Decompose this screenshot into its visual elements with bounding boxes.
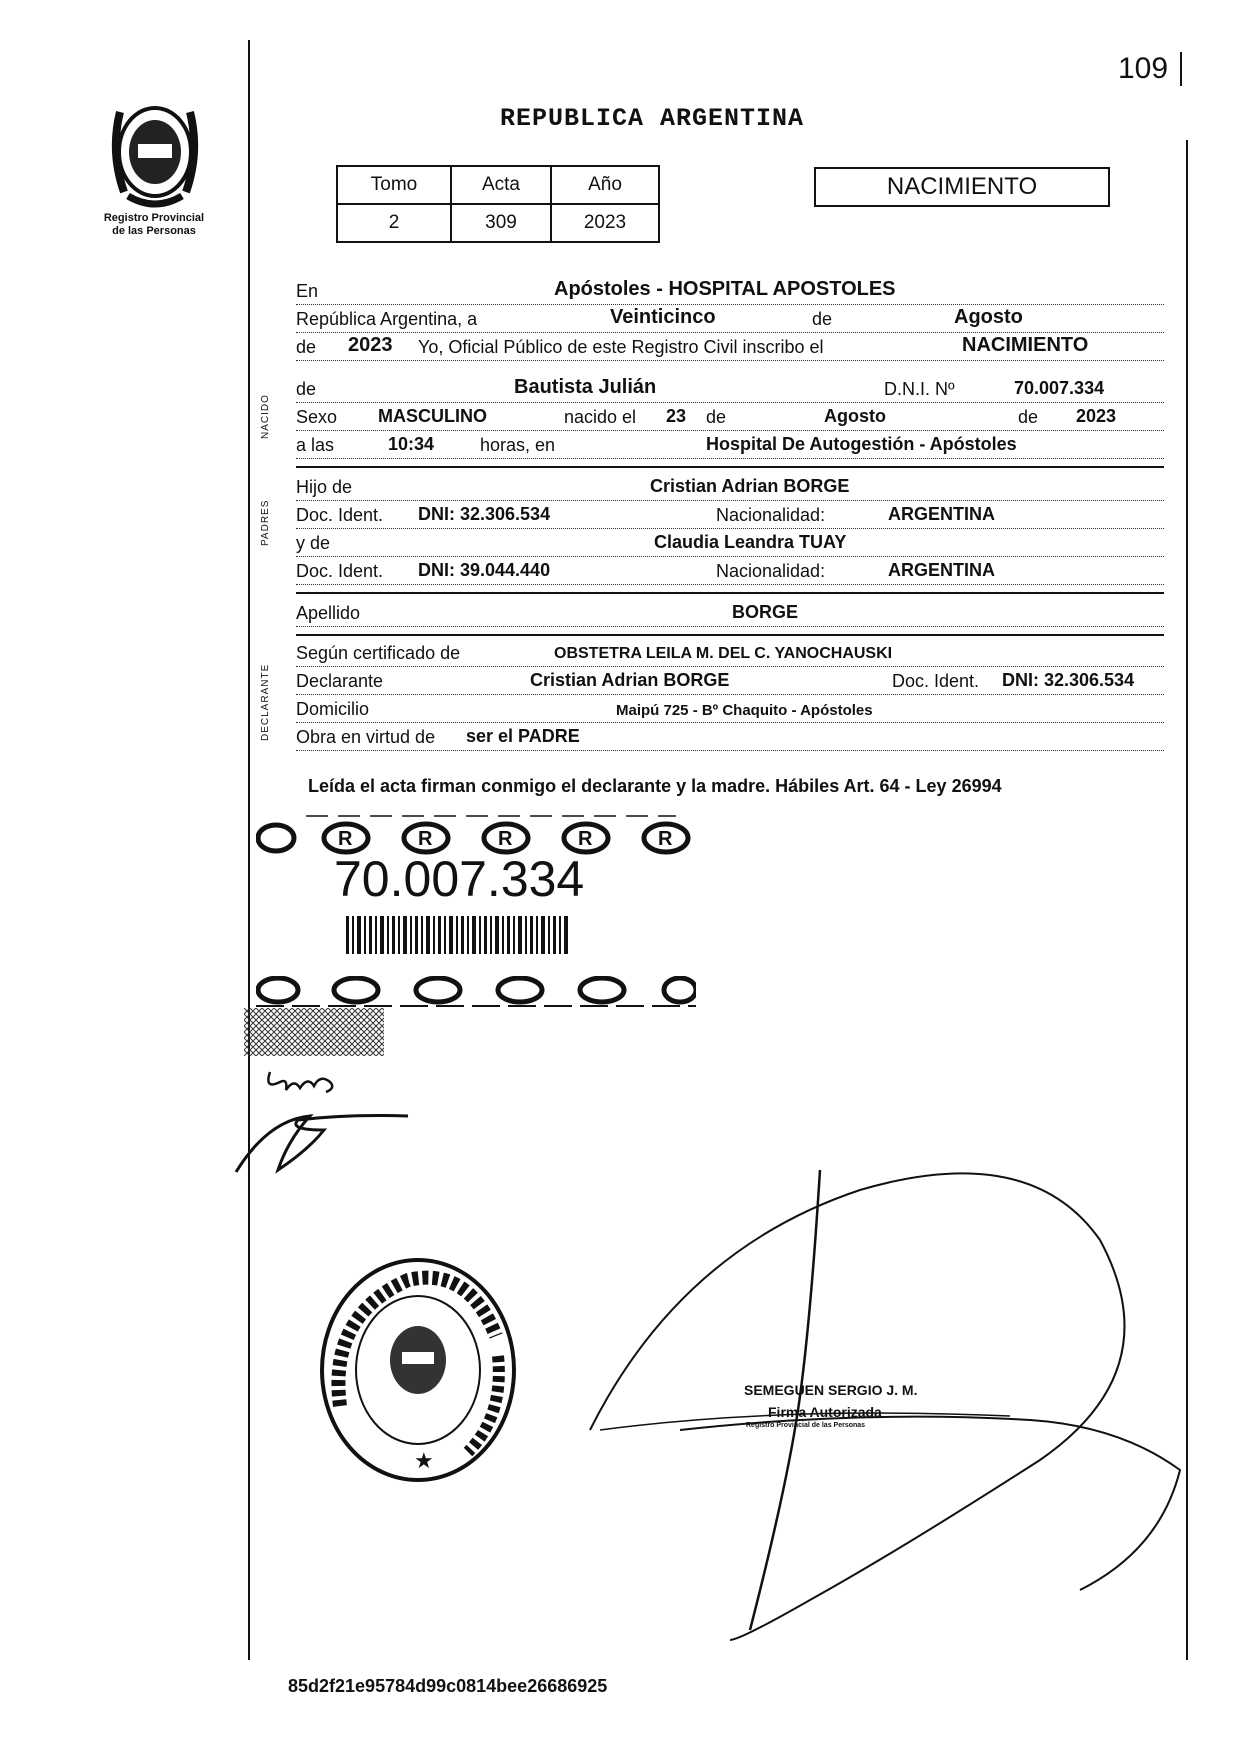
father-doc-row xyxy=(296,500,1164,529)
sexo-value: MASCULINO xyxy=(378,406,487,426)
header-acta: Acta xyxy=(451,166,551,204)
record-table xyxy=(336,165,660,243)
signer-name: SEMEGUEN SERGIO J. M. xyxy=(744,1382,918,1398)
registry-logo xyxy=(100,92,210,210)
en-label: En xyxy=(296,281,321,302)
doc-label: Doc. Ident. xyxy=(296,561,386,582)
obra-label: Obra en virtud de xyxy=(296,727,438,748)
svg-text:R: R xyxy=(498,828,513,850)
logo-caption: Registro Provincial de las Personas xyxy=(103,212,205,237)
de-label-3: de xyxy=(1018,407,1041,428)
horas-en-label: horas, en xyxy=(480,435,558,456)
padres-side-label: PADRES xyxy=(260,499,271,547)
segun-label: Según certificado de xyxy=(296,643,463,664)
mother-doc-row xyxy=(296,556,1164,585)
apellido-label: Apellido xyxy=(296,603,363,624)
de-label: de xyxy=(296,379,319,400)
section-divider xyxy=(296,592,1164,594)
sexo-label: Sexo xyxy=(296,407,340,428)
value-acta: 309 xyxy=(451,204,551,242)
svg-text:R: R xyxy=(578,828,593,850)
year-value: 2023 xyxy=(348,334,393,356)
month-value: Agosto xyxy=(954,306,1023,328)
declarant-doc: DNI: 32.306.534 xyxy=(1002,670,1135,690)
value-ano: 2023 xyxy=(551,204,659,242)
declarant-row xyxy=(296,666,1164,695)
surname-row xyxy=(296,598,1164,627)
y-de-label: y de xyxy=(296,533,333,554)
certificate-value: OBSTETRA LEILA M. DEL C. YANOCHAUSKI xyxy=(554,645,893,662)
year-row xyxy=(296,332,1164,361)
nacionalidad-label: Nacionalidad: xyxy=(716,505,828,526)
security-band-bottom xyxy=(256,976,696,1010)
svg-text:R: R xyxy=(338,828,353,850)
official-stamp xyxy=(318,1256,518,1484)
de-label: de xyxy=(296,337,319,358)
father-doc: DNI: 32.306.534 xyxy=(418,504,551,524)
header-ano: Año xyxy=(551,166,659,204)
time-row xyxy=(296,430,1164,459)
nacionalidad-label: Nacionalidad: xyxy=(716,561,828,582)
republica-label: República Argentina, a xyxy=(296,309,480,330)
domicile-value: Maipú 725 - Bº Chaquito - Apóstoles xyxy=(616,702,873,719)
name-row xyxy=(296,374,1164,403)
birth-month: Agosto xyxy=(824,406,886,426)
mother-row xyxy=(296,528,1164,557)
place-row xyxy=(296,276,1164,305)
child-name: Bautista Julián xyxy=(514,376,657,398)
father-row xyxy=(296,472,1164,501)
mother-nationality: ARGENTINA xyxy=(888,560,995,580)
father-name: Cristian Adrian BORGE xyxy=(650,476,850,496)
birth-place: Hospital De Autogestión - Apóstoles xyxy=(706,434,1017,454)
day-words: Veinticinco xyxy=(610,306,716,328)
signer-organization: Registro Provincial de las Personas xyxy=(746,1422,866,1429)
value-tomo: 2 xyxy=(337,204,451,242)
mother-name: Claudia Leandra TUAY xyxy=(654,532,847,552)
de-label: de xyxy=(812,309,835,330)
document-title: REPUBLICA ARGENTINA xyxy=(500,104,805,133)
act-type-box: NACIMIENTO xyxy=(814,167,1110,207)
domicile-row xyxy=(296,694,1164,723)
doc-label: Doc. Ident. xyxy=(296,505,386,526)
svg-text:R: R xyxy=(418,828,433,850)
svg-text:★: ★ xyxy=(414,1448,434,1473)
father-nationality: ARGENTINA xyxy=(888,504,995,524)
declarant-name: Cristian Adrian BORGE xyxy=(530,670,730,690)
surname-value: BORGE xyxy=(732,602,799,622)
obra-value: ser el PADRE xyxy=(466,726,580,746)
date-row xyxy=(296,304,1164,333)
obra-row xyxy=(296,722,1164,751)
nacido-el-label: nacido el xyxy=(564,407,639,428)
birth-year: 2023 xyxy=(1076,406,1117,426)
section-divider xyxy=(296,466,1164,468)
sex-row xyxy=(296,402,1164,431)
svg-text:R: R xyxy=(658,828,673,850)
declarante-side-label: DECLARANTE xyxy=(260,663,271,741)
mother-doc: DNI: 39.044.440 xyxy=(418,560,551,580)
birth-day: 23 xyxy=(666,406,687,426)
nacido-side-label: NACIDO xyxy=(260,394,271,440)
header-tomo: Tomo xyxy=(337,166,451,204)
domicilio-label: Domicilio xyxy=(296,699,372,720)
doc-label: Doc. Ident. xyxy=(892,671,982,692)
security-hologram xyxy=(244,1008,384,1056)
dni-large-number: 70.007.334 xyxy=(334,851,585,907)
dni-label: D.N.I. Nº xyxy=(884,379,958,400)
left-margin-line xyxy=(248,40,250,1660)
a-las-label: a las xyxy=(296,435,337,456)
page-number: 109 xyxy=(1118,52,1169,85)
certificate-row xyxy=(296,638,1164,667)
act-value: NACIMIENTO xyxy=(962,334,1089,356)
de-label-2: de xyxy=(706,407,729,428)
place-value: Apóstoles - HOSPITAL APOSTOLES xyxy=(554,278,896,300)
page-number-bar xyxy=(1180,52,1182,86)
signer-role: Firma Autorizada xyxy=(768,1404,882,1420)
closing-note: Leída el acta firman conmigo el declarante y la madre. Hábiles Art. 64 - Ley 26994 xyxy=(308,776,1002,796)
hijo-de-label: Hijo de xyxy=(296,477,355,498)
document-hash: 85d2f21e95784d99c0814bee26686925 xyxy=(288,1676,608,1696)
declarante-label: Declarante xyxy=(296,671,386,692)
yo-text: Yo, Oficial Público de este Registro Civil inscribo el xyxy=(418,337,827,358)
child-dni: 70.007.334 xyxy=(1014,378,1105,398)
birth-time: 10:34 xyxy=(388,434,435,454)
handwritten-signature xyxy=(228,1060,428,1180)
section-divider xyxy=(296,634,1164,636)
barcode xyxy=(344,914,570,956)
